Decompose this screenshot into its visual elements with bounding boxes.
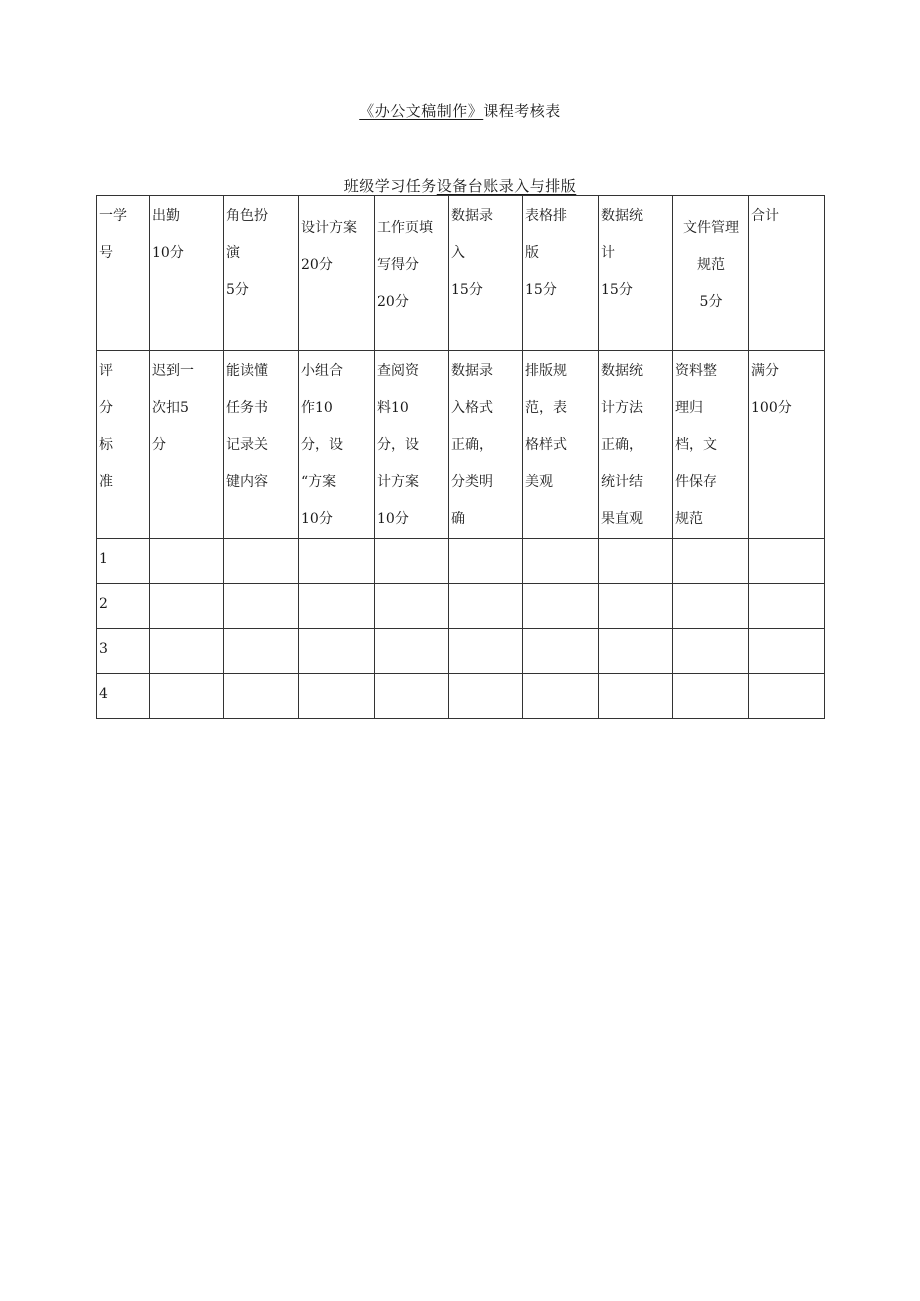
document-title-rest: 课程考核表 — [483, 102, 561, 120]
criteria-cell: 资料整 理归 档，文 件保存 规范 — [673, 351, 749, 539]
score-cell[interactable] — [599, 584, 673, 629]
header-cell: 设计方案 20分 — [299, 196, 375, 351]
score-cell[interactable] — [375, 584, 449, 629]
table-row — [97, 584, 825, 629]
score-cell[interactable] — [599, 629, 673, 674]
score-cell[interactable] — [150, 584, 224, 629]
header-cell: 数据录 入 15分 — [449, 196, 523, 351]
score-cell[interactable] — [224, 629, 299, 674]
criteria-cell: 数据统 计方法 正确， 统计结 果直观 — [599, 351, 673, 539]
score-cell[interactable] — [449, 584, 523, 629]
document-title-underlined: 《办公文稿制作》 — [359, 102, 484, 120]
score-cell[interactable] — [375, 674, 449, 719]
header-cell: 出勤 10分 — [150, 196, 224, 351]
score-cell[interactable] — [299, 674, 375, 719]
criteria-cell: 迟到一 次扣5 分 — [150, 351, 224, 539]
score-cell[interactable] — [599, 674, 673, 719]
header-cell: 一学 号 — [97, 196, 150, 351]
score-cell[interactable] — [299, 629, 375, 674]
criteria-cell: 排版规 范，表 格样式 美观 — [523, 351, 599, 539]
table-row — [97, 539, 825, 584]
score-cell[interactable] — [150, 539, 224, 584]
row-number: 2 — [97, 584, 150, 629]
criteria-row — [97, 351, 825, 539]
score-cell[interactable] — [749, 584, 825, 629]
score-cell[interactable] — [224, 674, 299, 719]
document-title — [0, 100, 920, 121]
score-cell[interactable] — [150, 674, 224, 719]
header-cell: 合计 — [749, 196, 825, 351]
header-cell: 工作页填 写得分 20分 — [375, 196, 449, 351]
score-cell[interactable] — [224, 539, 299, 584]
score-cell[interactable] — [673, 584, 749, 629]
score-cell[interactable] — [523, 674, 599, 719]
score-cell[interactable] — [449, 629, 523, 674]
criteria-cell: 数据录 入格式 正确， 分类明 确 — [449, 351, 523, 539]
score-cell[interactable] — [449, 539, 523, 584]
score-cell[interactable] — [375, 539, 449, 584]
score-cell[interactable] — [749, 539, 825, 584]
criteria-cell: 能读懂 任务书 记录关 键内容 — [224, 351, 299, 539]
score-cell[interactable] — [749, 629, 825, 674]
subtitle-task-name: 设备台账录入与排版 — [436, 177, 577, 195]
header-cell: 角色扮 演 5分 — [224, 196, 299, 351]
score-cell[interactable] — [749, 674, 825, 719]
score-cell[interactable] — [673, 674, 749, 719]
row-number: 3 — [97, 629, 150, 674]
score-cell[interactable] — [523, 629, 599, 674]
criteria-cell: 满分 100分 — [749, 351, 825, 539]
header-cell: 数据统 计 15分 — [599, 196, 673, 351]
score-cell[interactable] — [523, 539, 599, 584]
header-cell: 文件管理 规范 5分 — [673, 196, 749, 351]
criteria-cell: 小组合 作10 分，设 “方案 10分 — [299, 351, 375, 539]
table-row — [97, 629, 825, 674]
score-cell[interactable] — [523, 584, 599, 629]
score-cell[interactable] — [299, 539, 375, 584]
score-cell[interactable] — [150, 629, 224, 674]
score-cell[interactable] — [375, 629, 449, 674]
table-row — [97, 674, 825, 719]
criteria-cell: 评 分 标 准 — [97, 351, 150, 539]
score-cell[interactable] — [299, 584, 375, 629]
score-cell[interactable] — [599, 539, 673, 584]
assessment-table — [96, 195, 825, 719]
row-number: 1 — [97, 539, 150, 584]
score-cell[interactable] — [224, 584, 299, 629]
row-number: 4 — [97, 674, 150, 719]
criteria-cell: 查阅资 料10 分，设 计方案 10分 — [375, 351, 449, 539]
score-cell[interactable] — [673, 629, 749, 674]
score-cell[interactable] — [673, 539, 749, 584]
header-cell: 表格排 版 15分 — [523, 196, 599, 351]
table-subtitle — [0, 175, 920, 196]
header-row — [97, 196, 825, 351]
score-cell[interactable] — [449, 674, 523, 719]
subtitle-class-task: 班级学习任务 — [343, 177, 437, 195]
